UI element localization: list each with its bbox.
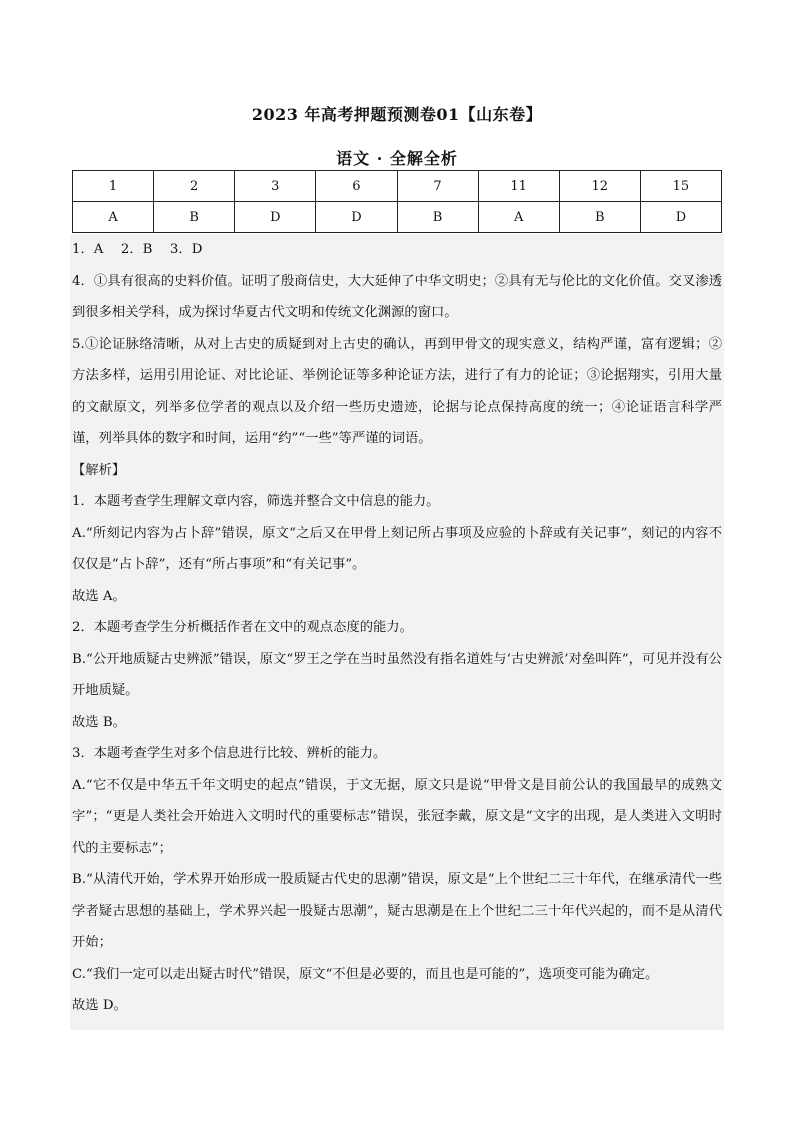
- explanation-2-choice: 故选 B。: [72, 714, 126, 730]
- question-number-row: [73, 171, 722, 202]
- explanation-1-intro: 1．本题考查学生理解文章内容，筛选并整合文中信息的能力。: [72, 494, 440, 509]
- answer-cell: D: [640, 202, 721, 233]
- answer-cell: D: [235, 202, 316, 233]
- question-number-cell: 15: [640, 171, 721, 202]
- question-number-cell: 7: [397, 171, 478, 202]
- explanation-2-intro: 2．本题考查学生分析概括作者在文中的观点态度的能力。: [72, 620, 413, 635]
- page-title: 2023 年高考押题预测卷01【山东卷】: [251, 105, 543, 124]
- question-number-cell: 2: [154, 171, 235, 202]
- answer-cell: B: [154, 202, 235, 233]
- answer-cell: D: [316, 202, 397, 233]
- explanation-3-option-c: C.“我们一定可以走出疑古时代”错误，原文“不但是必要的，而且也是可能的”，选项变可能为确定。: [72, 966, 659, 982]
- explanation-2-option-b: B.“公开地质疑古史辨派”错误，原文“罗王之学在当时虽然没有指名道姓与‘古史辨派’对垒叫阵”，可见并没有公开地质疑。: [72, 651, 722, 698]
- answer-table: [72, 170, 722, 233]
- answer-cell: A: [478, 202, 559, 233]
- explanation-3-option-a: A.“它不仅是中华五千年文明史的起点”错误，于文无据，原文只是说“甲骨文是目前公认的我国最早的成熟文字”；“更是人类社会开始进入文明时代的重要标志”错误，张冠李戴，原文是“文字的出现，是人类进入文明时代的主要标志”；: [72, 777, 722, 856]
- choice-answers-line: 1．A 2．B 3．D: [72, 242, 203, 257]
- answer-cell: B: [397, 202, 478, 233]
- explanation-3-choice: 故选 D。: [72, 998, 127, 1013]
- question-number-cell: 12: [559, 171, 640, 202]
- question-number-cell: 1: [73, 171, 154, 202]
- explanation-3-option-b: B.“从清代开始，学术界开始形成一股质疑古代史的思潮”错误，原文是“上个世纪二三十年代，在继承清代一些学者疑古思想的基础上，学术界兴起一股疑古思潮”，疑古思潮是在上个世纪二三十年代兴起的，而不是从清代开始；: [72, 872, 722, 950]
- question-5-answer: 5.①论证脉络清晰，从对上古史的质疑到对上古史的确认，再到甲骨文的现实意义，结构严谨，富有逻辑；②方法多样，运用引用论证、对比论证、举例论证等多种论证方法，进行了有力的论证；③论据翔实，引用大量的文献原文，列举多位学者的观点以及介绍一些历史遗迹，论据与论点保持高度的统一；④论证语言科学严谨，列举具体的数字和时间，运用“约”“一些”等严谨的词语。: [72, 336, 722, 446]
- question-4-answer: 4．①具有很高的史料价值。证明了殷商信史，大大延伸了中华文明史；②具有无与伦比的文化价值。交叉渗透到很多相关学科，成为探讨华夏古代文明和传统文化渊源的窗口。: [72, 273, 722, 320]
- page-subtitle: 语文 · 全解全析: [336, 149, 458, 168]
- question-number-cell: 3: [235, 171, 316, 202]
- explanation-1-option-a: A.“所刻记内容为占卜辞”错误，原文“之后又在甲骨上刻记所占事项及应验的卜辞或有关记事”，刻记的内容不仅仅是“占卜辞”，还有“所占事项”和“有关记事”。: [72, 525, 722, 572]
- solution-content: [70, 234, 724, 1030]
- answer-cell: B: [559, 202, 640, 233]
- question-number-cell: 6: [316, 171, 397, 202]
- answer-cell: A: [73, 202, 154, 233]
- answer-row: [73, 202, 722, 233]
- explanation-1-choice: 故选 A。: [72, 588, 126, 604]
- explanation-3-intro: 3．本题考查学生对多个信息进行比较、辨析的能力。: [72, 746, 387, 761]
- question-number-cell: 11: [478, 171, 559, 202]
- analysis-heading: 【解析】: [72, 462, 126, 478]
